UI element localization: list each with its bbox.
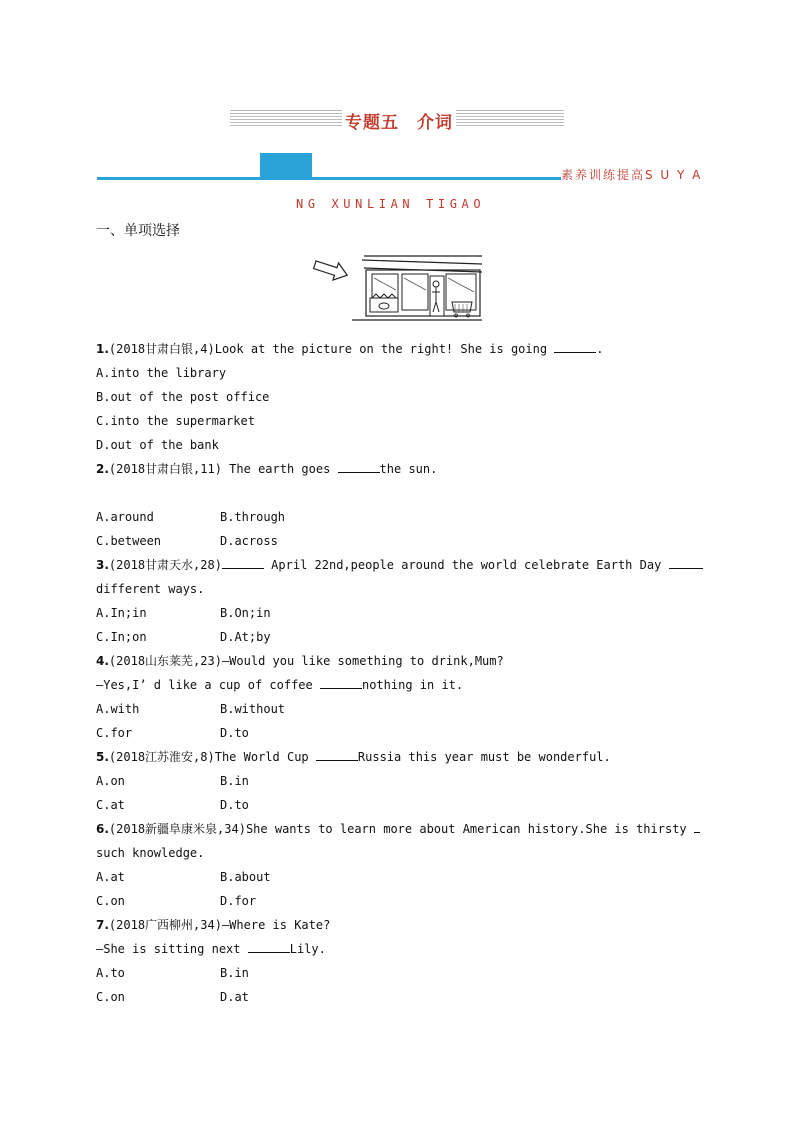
option: A.with [96, 702, 140, 716]
option: B.in [220, 774, 249, 788]
question-source: (2018甘肃白银,4) [108, 342, 215, 356]
stem-text: Russia this year must be wonderful. [357, 750, 611, 764]
question-7-stem [96, 917, 330, 933]
option: A.on [96, 774, 125, 788]
stem-text: . [596, 342, 604, 356]
option: A.into the library [96, 366, 227, 380]
question-number: 3. [96, 558, 109, 572]
question-6-stem [96, 821, 700, 837]
answer-blank [222, 557, 264, 569]
question-source: (2018江苏淮安,8) [108, 750, 215, 764]
answer-blank [316, 749, 358, 761]
stem-text: —Yes,I’ d like a cup of coffee [96, 678, 320, 692]
title-hatch-left [230, 110, 342, 126]
option: C.for [96, 726, 133, 740]
question-source: (2018新疆阜康米泉,34) [108, 822, 246, 836]
question-source: (2018甘肃天水,28) [108, 558, 222, 572]
stem-text: The earth goes [221, 462, 338, 476]
question-3-stem [96, 557, 703, 573]
stem-text: nothing in it. [361, 678, 464, 692]
question-number: 1. [96, 342, 109, 356]
option: A.at [96, 870, 125, 884]
stem-text: She wants to learn more about American history.She is thirsty [245, 822, 694, 836]
stem-text: April 22nd,people around the world celebrate Earth Day [263, 558, 669, 572]
option: C.into the supermarket [96, 414, 255, 428]
question-number: 5. [96, 750, 109, 764]
question-number: 6. [96, 822, 109, 836]
option: C.on [96, 894, 125, 908]
option: A.In;in [96, 606, 147, 620]
question-number: 2. [96, 462, 109, 476]
answer-blank [338, 461, 380, 473]
answer-blank [669, 557, 703, 569]
stem-line-2 [96, 941, 326, 957]
option: B.in [220, 966, 249, 980]
page-title: 专题五 介词 [342, 108, 456, 133]
stem-text: the sun. [379, 462, 438, 476]
option: A.to [96, 966, 125, 980]
option: D.to [220, 798, 249, 812]
option: B.through [220, 510, 286, 524]
answer-blank [248, 941, 290, 953]
section-heading: 一、单项选择 [96, 223, 180, 239]
question-number: 4. [96, 654, 109, 668]
band-label: 素养训练提高S U Y A [561, 168, 703, 182]
stem-text: —Would you like something to drink,Mum? [221, 654, 504, 668]
stem-text: —She is sitting next [96, 942, 248, 956]
option: D.out of the bank [96, 438, 219, 452]
section-band-line [97, 177, 561, 180]
band-label-continued: NG XUNLIAN TIGAO [296, 197, 486, 211]
option: D.for [220, 894, 257, 908]
option: C.In;on [96, 630, 147, 644]
question-5-stem [96, 749, 611, 765]
answer-blank [554, 341, 596, 353]
section-band-block [260, 153, 312, 179]
option: D.across [220, 534, 278, 548]
question-2-stem [96, 461, 437, 477]
storefront-illustration [312, 250, 484, 326]
option: C.between [96, 534, 162, 548]
question-1-stem [96, 341, 604, 357]
option: C.on [96, 990, 125, 1004]
option: A.around [96, 510, 154, 524]
question-source: (2018甘肃白银,11) [108, 462, 222, 476]
option: B.without [220, 702, 286, 716]
title-hatch-right [454, 110, 564, 126]
option: D.at [220, 990, 249, 1004]
stem-text: —Where is Kate? [221, 918, 331, 932]
option: C.at [96, 798, 125, 812]
stem-text: different ways. [96, 582, 205, 596]
stem-text: Lily. [289, 942, 326, 956]
option: B.about [220, 870, 271, 884]
stem-text: The World Cup [214, 750, 316, 764]
option: D.At;by [220, 630, 271, 644]
stem-text: Look at the picture on the right! She is going [214, 342, 555, 356]
stem-text: such knowledge. [96, 846, 205, 860]
answer-blank [694, 821, 700, 833]
answer-blank [320, 677, 362, 689]
option: B.out of the post office [96, 390, 270, 404]
question-4-stem [96, 653, 504, 669]
question-source: (2018山东莱芜,23) [108, 654, 222, 668]
question-source: (2018广西柳州,34) [108, 918, 222, 932]
stem-line-2 [96, 677, 463, 693]
option: B.On;in [220, 606, 271, 620]
title-banner [230, 108, 564, 133]
question-number: 7. [96, 918, 109, 932]
option: D.to [220, 726, 249, 740]
